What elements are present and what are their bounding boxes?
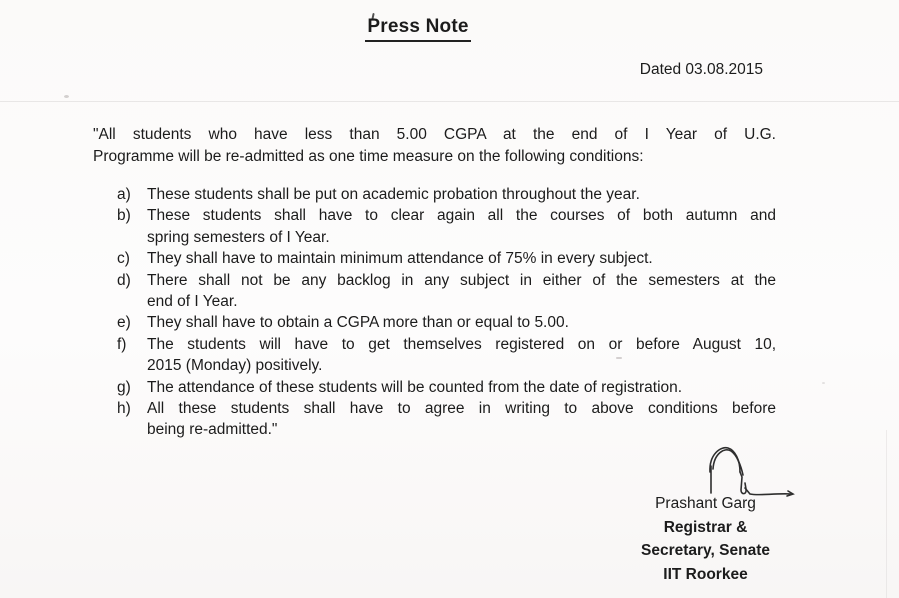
list-item <box>117 270 776 313</box>
list-item-label: h) <box>117 400 131 418</box>
list-item-text <box>147 398 776 441</box>
list-item <box>117 312 776 333</box>
list-item-line: The students will have to get themselves registered on or before August 10, <box>147 335 776 353</box>
list-item-label: g) <box>117 378 131 396</box>
list-item-text <box>147 248 776 269</box>
page-title-text: Press Note <box>365 16 470 42</box>
signatory-role-line: Secretary, Senate <box>641 542 770 560</box>
list-item-text <box>147 312 776 333</box>
intro-line: "All students who have less than 5.00 CGPA at the end of I Year of U.G. <box>93 126 776 143</box>
list-item <box>117 248 776 269</box>
list-item-label: b) <box>117 207 131 225</box>
signatory-role-line: Registrar & <box>663 518 748 536</box>
signatory-role-line: IIT Roorkee <box>663 565 748 583</box>
date-line: Dated 03.08.2015 <box>639 61 763 78</box>
scan-artifact-streak <box>886 430 887 598</box>
signature-block <box>618 492 793 586</box>
list-item-line: These students shall be put on academic probation throughout the year. <box>147 186 640 203</box>
list-item-line: They shall have to obtain a CGPA more than or equal to 5.00. <box>147 314 569 332</box>
list-item-line: end of I Year. <box>147 293 238 311</box>
scan-artifact-line <box>0 101 899 102</box>
list-item-label: a) <box>117 186 131 203</box>
list-item-text <box>147 184 776 205</box>
intro-paragraph <box>93 124 776 167</box>
handwritten-signature <box>697 444 797 498</box>
list-item-text <box>147 205 776 248</box>
page-title <box>0 16 836 42</box>
list-item-label: c) <box>117 250 130 268</box>
list-item-label: e) <box>117 314 131 332</box>
list-item-text <box>147 270 776 313</box>
list-item-text <box>147 377 776 398</box>
list-item-line: The attendance of these students will be counted from the date of registration. <box>147 378 683 396</box>
conditions-list <box>117 184 776 441</box>
signatory-roles <box>618 516 793 587</box>
scan-speck <box>822 382 825 384</box>
list-item-line: being re-admitted." <box>147 421 278 439</box>
list-item-line: These students shall have to clear again all the courses of both autumn and <box>147 207 776 225</box>
list-item-line: spring semesters of I Year. <box>147 228 330 246</box>
intro-line: Programme will be re-admitted as one time measure on the following conditions: <box>93 147 644 165</box>
list-item-line: 2015 (Monday) positively. <box>147 357 323 375</box>
list-item-line: All these students shall have to agree in writing to above conditions before <box>147 400 776 418</box>
list-item-line: There shall not be any backlog in any subject in either of the semesters at the <box>147 271 776 289</box>
list-item-line: They shall have to maintain minimum attendance of 75% in every subject. <box>147 250 653 268</box>
list-item-text <box>147 334 776 377</box>
list-item-label: f) <box>117 335 127 353</box>
signatory-name: Prashant Garg <box>655 495 756 512</box>
list-item <box>117 334 776 377</box>
list-item <box>117 377 776 398</box>
list-item-label: d) <box>117 271 131 289</box>
list-item <box>117 184 776 205</box>
scan-speck <box>64 95 69 98</box>
list-item <box>117 398 776 441</box>
list-item <box>117 205 776 248</box>
